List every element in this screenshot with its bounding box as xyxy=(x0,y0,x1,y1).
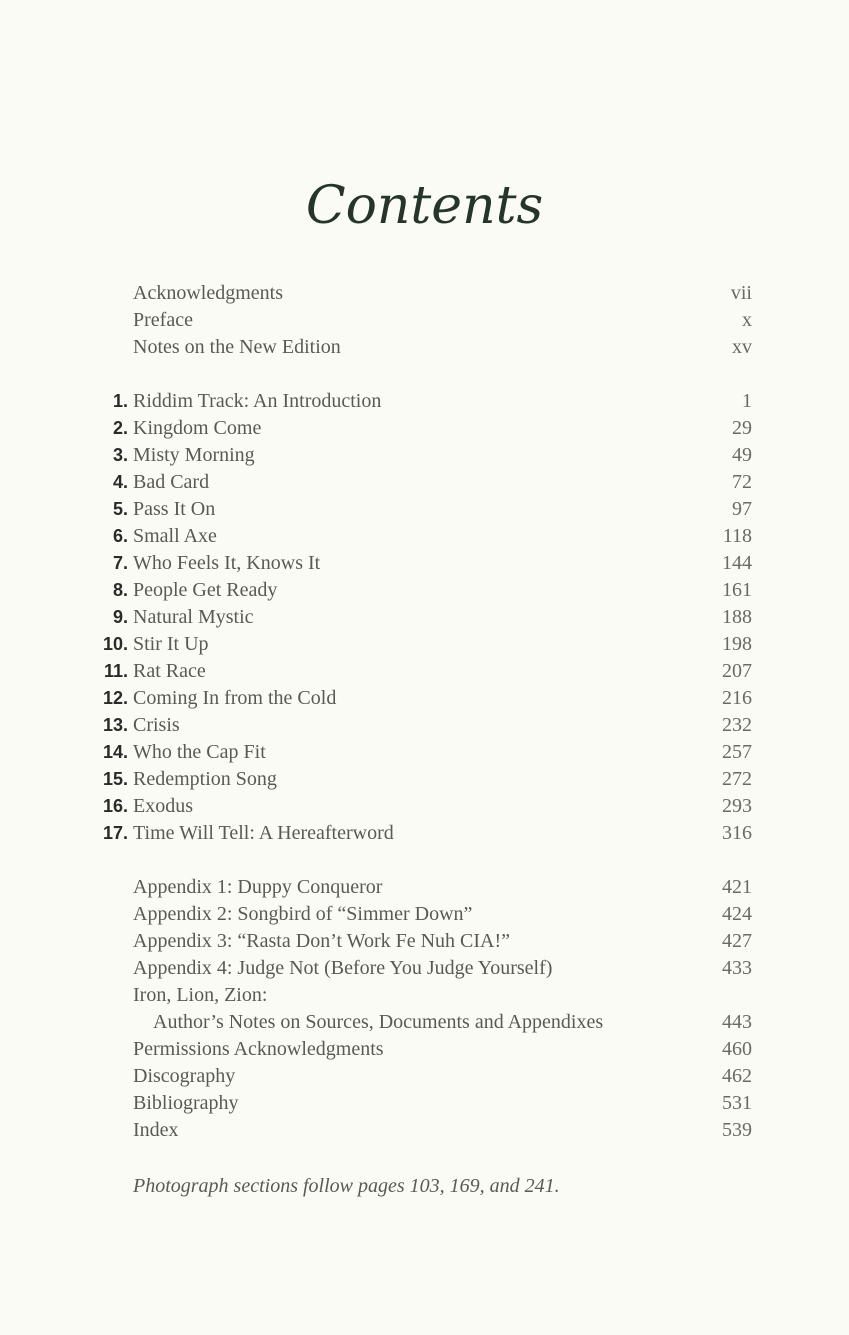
page-number: 316 xyxy=(722,822,752,844)
front-matter-entry[interactable] xyxy=(92,280,752,307)
chapter-number: 9. xyxy=(112,607,128,627)
back-matter-entry[interactable] xyxy=(92,1117,752,1144)
page-number: xv xyxy=(732,336,752,358)
page-number: 144 xyxy=(722,552,752,574)
chapter-number: 6. xyxy=(112,526,128,546)
entry-title: Natural Mystic xyxy=(133,606,254,628)
table-of-contents xyxy=(92,280,752,1144)
page-number: 272 xyxy=(722,768,752,790)
chapter-number: 2. xyxy=(112,418,128,438)
back-matter-list xyxy=(92,874,752,1144)
page-number: x xyxy=(742,309,752,331)
section-spacer xyxy=(92,361,752,388)
chapter-number: 10. xyxy=(102,634,128,654)
back-matter-entry[interactable] xyxy=(92,982,752,1009)
entry-title: Permissions Acknowledgments xyxy=(133,1038,384,1060)
page-number: 49 xyxy=(732,444,752,466)
chapter-number: 7. xyxy=(112,553,128,573)
chapter-entry[interactable] xyxy=(92,820,752,847)
front-matter-entry[interactable] xyxy=(92,334,752,361)
chapter-number: 16. xyxy=(102,796,128,816)
entry-title: Discography xyxy=(133,1065,236,1087)
chapter-entry[interactable] xyxy=(92,739,752,766)
chapter-entry[interactable] xyxy=(92,604,752,631)
page-number: 118 xyxy=(722,525,752,547)
page-number: 232 xyxy=(722,714,752,736)
page-number: 433 xyxy=(722,957,752,979)
entry-title: Who the Cap Fit xyxy=(133,741,266,763)
entry-title: Appendix 1: Duppy Conqueror xyxy=(133,876,383,898)
back-matter-entry[interactable] xyxy=(92,1090,752,1117)
entry-title: Author’s Notes on Sources, Documents and Appendixes xyxy=(153,1011,604,1033)
chapter-number: 3. xyxy=(112,445,128,465)
entry-title: Coming In from the Cold xyxy=(133,687,337,709)
chapter-number: 15. xyxy=(102,769,128,789)
chapter-number: 11. xyxy=(103,661,128,681)
entry-title: People Get Ready xyxy=(133,579,278,601)
entry-title: Iron, Lion, Zion: xyxy=(133,984,268,1006)
chapter-entry[interactable] xyxy=(92,658,752,685)
page-number: 293 xyxy=(722,795,752,817)
entry-title: Bad Card xyxy=(133,471,210,493)
page-number: 72 xyxy=(732,471,752,493)
page-number: 443 xyxy=(722,1011,752,1033)
chapter-number: 4. xyxy=(112,472,128,492)
page-number: 462 xyxy=(722,1065,752,1087)
entry-title: Bibliography xyxy=(133,1092,239,1114)
page-number: 539 xyxy=(722,1119,752,1141)
back-matter-entry[interactable] xyxy=(92,1009,752,1036)
entry-title: Crisis xyxy=(133,714,180,736)
entry-title: Misty Morning xyxy=(133,444,255,466)
entry-title: Appendix 3: “Rasta Don’t Work Fe Nuh CIA!” xyxy=(133,930,511,952)
chapter-number: 12. xyxy=(102,688,128,708)
chapter-entry[interactable] xyxy=(92,766,752,793)
entry-title: Acknowledgments xyxy=(133,282,283,304)
entry-title: Riddim Track: An Introduction xyxy=(133,390,382,412)
page-number: 161 xyxy=(722,579,752,601)
page-number: 216 xyxy=(722,687,752,709)
chapter-entry[interactable] xyxy=(92,442,752,469)
page-number: 257 xyxy=(722,741,752,763)
entry-title: Who Feels It, Knows It xyxy=(133,552,321,574)
chapter-entry[interactable] xyxy=(92,523,752,550)
chapter-entry[interactable] xyxy=(92,388,752,415)
entry-title: Preface xyxy=(133,309,193,331)
front-matter-entry[interactable] xyxy=(92,307,752,334)
back-matter-entry[interactable] xyxy=(92,955,752,982)
chapter-number: 8. xyxy=(112,580,128,600)
entry-title: Notes on the New Edition xyxy=(133,336,341,358)
chapter-number: 17. xyxy=(102,823,128,843)
chapter-entry[interactable] xyxy=(92,631,752,658)
page-number: vii xyxy=(730,282,752,304)
page-number: 188 xyxy=(722,606,752,628)
chapter-number: 5. xyxy=(112,499,128,519)
page-number: 29 xyxy=(732,417,752,439)
entry-title: Exodus xyxy=(133,795,193,817)
chapter-entry[interactable] xyxy=(92,496,752,523)
chapter-entry[interactable] xyxy=(92,793,752,820)
back-matter-entry[interactable] xyxy=(92,901,752,928)
page-number: 424 xyxy=(722,903,752,925)
entry-title: Rat Race xyxy=(133,660,206,682)
page-number: 207 xyxy=(722,660,752,682)
entry-title: Index xyxy=(133,1119,179,1141)
chapter-number: 14. xyxy=(102,742,128,762)
chapter-number: 1. xyxy=(112,391,128,411)
entry-title: Appendix 2: Songbird of “Simmer Down” xyxy=(133,903,473,925)
chapter-entry[interactable] xyxy=(92,685,752,712)
entry-title: Small Axe xyxy=(133,525,217,547)
entry-title: Time Will Tell: A Hereafterword xyxy=(133,822,394,844)
entry-title: Pass It On xyxy=(133,498,216,520)
page-number: 1 xyxy=(742,390,752,412)
page-title: Contents xyxy=(305,176,544,236)
front-matter-list xyxy=(92,280,752,361)
back-matter-entry[interactable] xyxy=(92,874,752,901)
page-number: 531 xyxy=(722,1092,752,1114)
page-number: 460 xyxy=(722,1038,752,1060)
back-matter-entry[interactable] xyxy=(92,928,752,955)
page-number: 421 xyxy=(722,876,752,898)
page-number: 427 xyxy=(722,930,752,952)
back-matter-entry[interactable] xyxy=(92,1063,752,1090)
entry-title: Stir It Up xyxy=(133,633,209,655)
entry-title: Kingdom Come xyxy=(133,417,262,439)
chapter-entry[interactable] xyxy=(92,469,752,496)
chapter-list xyxy=(92,388,752,847)
section-spacer xyxy=(92,847,752,874)
chapter-entry[interactable] xyxy=(92,712,752,739)
chapter-number: 13. xyxy=(102,715,128,735)
chapter-entry[interactable] xyxy=(92,577,752,604)
chapter-entry[interactable] xyxy=(92,550,752,577)
entry-title: Redemption Song xyxy=(133,768,277,790)
entry-title: Appendix 4: Judge Not (Before You Judge Yourself) xyxy=(133,957,553,979)
photograph-note: Photograph sections follow pages 103, 169, and 241. xyxy=(133,1175,560,1197)
page-number: 97 xyxy=(732,498,752,520)
chapter-entry[interactable] xyxy=(92,415,752,442)
page-number: 198 xyxy=(722,633,752,655)
back-matter-entry[interactable] xyxy=(92,1036,752,1063)
